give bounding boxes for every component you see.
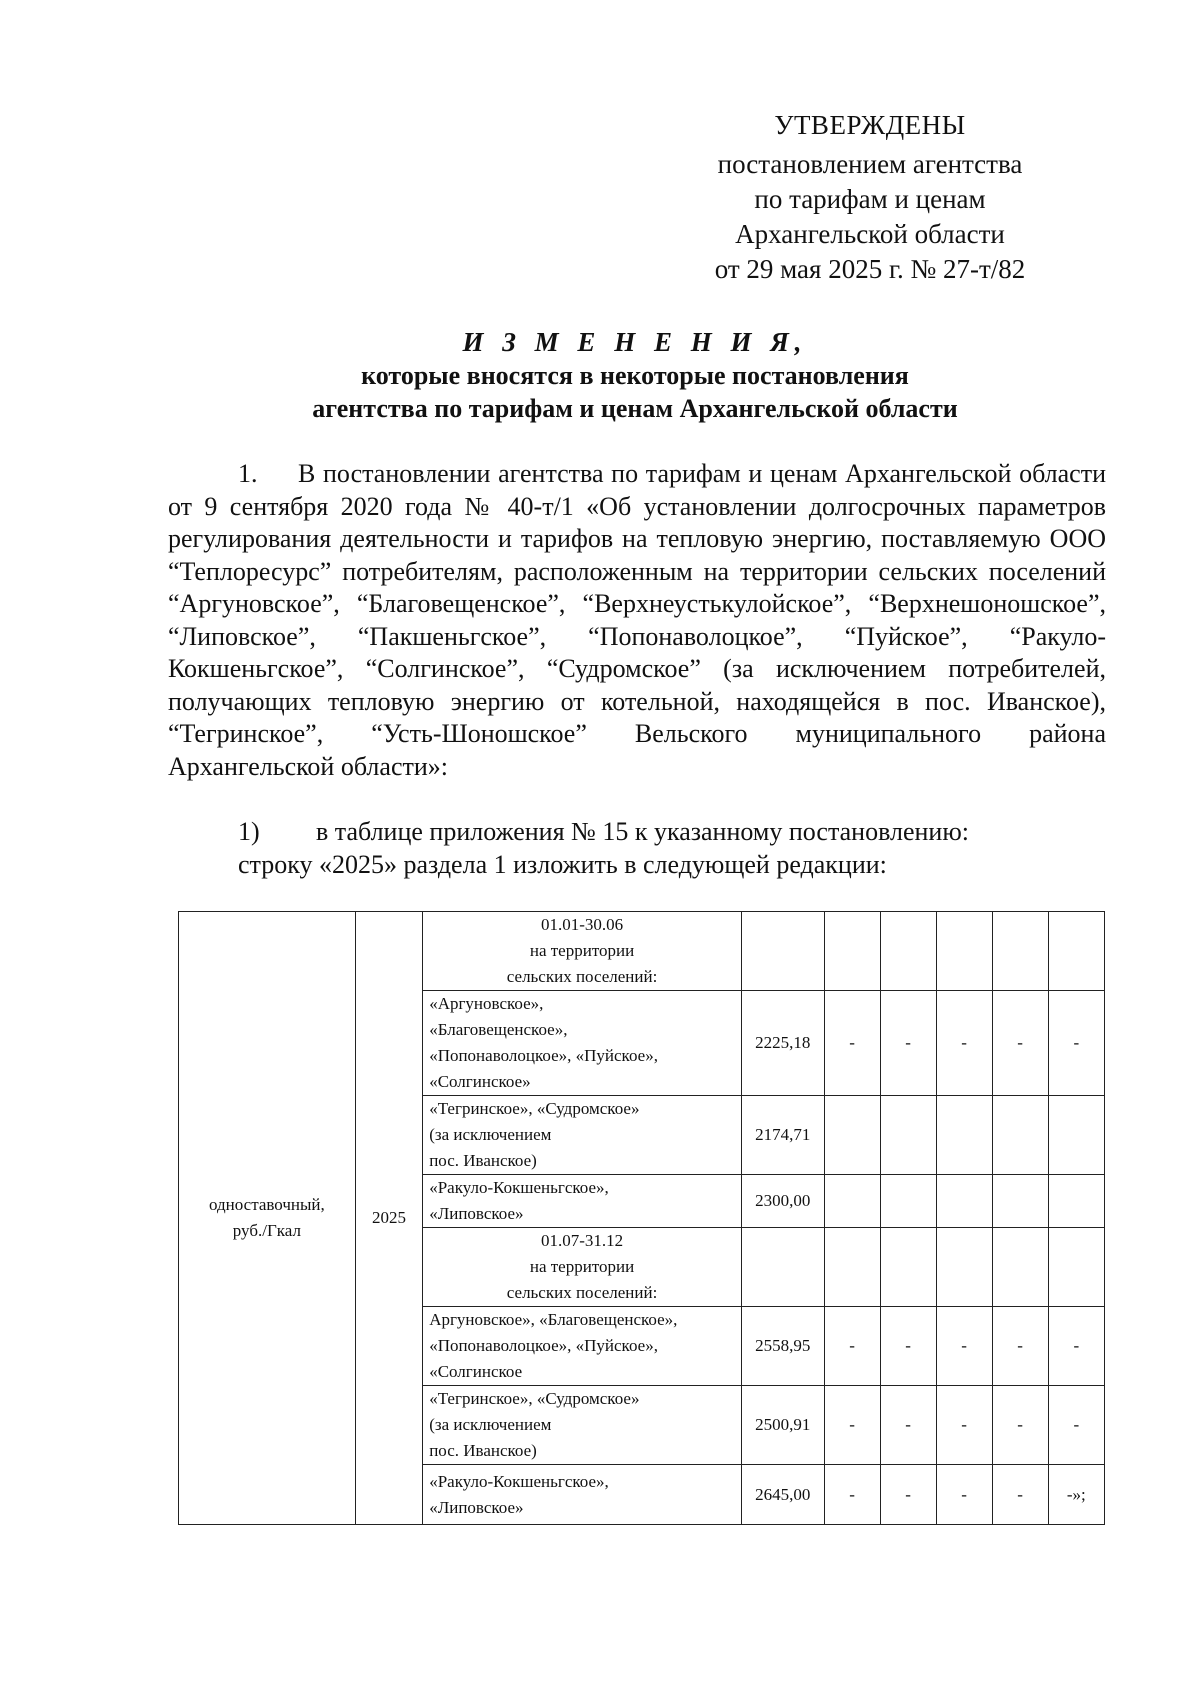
document-subtitle-line: агентства по тарифам и ценам Архангельской области <box>312 394 958 423</box>
table-row <box>179 912 1105 991</box>
empty-parameter-cell <box>824 1096 880 1175</box>
tariff-year-cell: 2025 <box>355 912 422 1525</box>
empty-parameter-cell <box>1048 1228 1104 1307</box>
settlement-cell: Аргуновское», «Благовещенское», «Попонаволоцкое», «Пуйское», «Солгинское <box>423 1307 742 1386</box>
tariff-table <box>178 911 1105 1525</box>
empty-parameter-cell: - <box>880 1386 936 1465</box>
item-line-2: строку «2025» раздела 1 изложить в следующей редакции: <box>238 850 887 879</box>
empty-parameter-cell <box>1048 1096 1104 1175</box>
empty-parameter-cell <box>992 1096 1048 1175</box>
tariff-value-cell: 2174,71 <box>741 1096 824 1175</box>
empty-parameter-cell <box>824 1228 880 1307</box>
tariff-value-cell: 2300,00 <box>741 1175 824 1228</box>
tariff-value-cell: 2500,91 <box>741 1386 824 1465</box>
empty-parameter-cell: - <box>824 1386 880 1465</box>
tariff-value-cell: 2225,18 <box>741 991 824 1096</box>
empty-parameter-cell: - <box>824 991 880 1096</box>
document-title: И З М Е Н Е Н И Я, <box>462 327 808 357</box>
empty-parameter-cell <box>1048 912 1104 991</box>
empty-parameter-cell <box>880 1096 936 1175</box>
tariff-value-cell: 2645,00 <box>741 1465 824 1525</box>
item-line-1: в таблице приложения № 15 к указанному постановлению: <box>316 817 969 846</box>
empty-parameter-cell: - <box>1048 991 1104 1096</box>
empty-parameter-cell: - <box>992 991 1048 1096</box>
tariff-value-cell <box>741 912 824 991</box>
empty-parameter-cell: - <box>992 1386 1048 1465</box>
settlement-cell: «Тегринское», «Судромское» (за исключением пос. Иванское) <box>423 1096 742 1175</box>
empty-parameter-cell <box>936 1175 992 1228</box>
empty-parameter-cell: - <box>880 1307 936 1386</box>
item-1 <box>238 815 1098 881</box>
period-header-cell: 01.07-31.12 на территории сельских поселений: <box>423 1228 742 1307</box>
tariff-type-cell: одноставочный, руб./Гкал <box>179 912 356 1525</box>
paragraph-1 <box>168 458 1106 783</box>
empty-parameter-cell: - <box>880 991 936 1096</box>
period-header-cell: 01.01-30.06 на территории сельских поселений: <box>423 912 742 991</box>
empty-parameter-cell <box>992 1175 1048 1228</box>
empty-parameter-cell <box>880 912 936 991</box>
paragraph-number: 1. <box>238 459 258 488</box>
approval-block <box>690 108 1050 287</box>
document-heading <box>200 326 1070 425</box>
empty-parameter-cell <box>992 1228 1048 1307</box>
tariff-value-cell <box>741 1228 824 1307</box>
empty-parameter-cell <box>1048 1175 1104 1228</box>
empty-parameter-cell <box>880 1175 936 1228</box>
approval-date-line: от 29 мая 2025 г. № 27-т/82 <box>714 254 1026 284</box>
empty-parameter-cell <box>936 1228 992 1307</box>
empty-parameter-cell <box>936 912 992 991</box>
approval-title: УТВЕРЖДЕНЫ <box>774 110 966 140</box>
settlement-cell: «Аргуновское», «Благовещенское», «Попонаволоцкое», «Пуйское», «Солгинское» <box>423 991 742 1096</box>
paragraph-text: В постановлении агентства по тарифам и ценам Архангельской области от 9 сентября 2020 года № 40-т/1 «Об установлении долгосрочных параметров регулирования деятельности и тарифов на тепловую энергию, поставляемую ООО “Теплоресурс” потребителям, расположенным на территории сельских поселений “Аргуновское”, “Благовещенское”, “Верхнеустькулойское”, “Верхнешоношское”, “Липовское”, “Пакшеньгское”, “Попонаволоцкое”, “Пуйское”, “Ракуло-Кокшеньгское”, “Солгинское”, “Судромское” (за исключением потребителей, получающих тепловую энергию от котельной, находящейся в пос. Иванское), “Тегринское”, “Усть-Шоношское” Вельского муниципального района Архангельской области»: <box>168 459 1106 781</box>
empty-parameter-cell: - <box>824 1307 880 1386</box>
empty-parameter-cell: - <box>1048 1386 1104 1465</box>
empty-parameter-cell: -»; <box>1048 1465 1104 1525</box>
empty-parameter-cell: - <box>936 1307 992 1386</box>
empty-parameter-cell <box>880 1228 936 1307</box>
item-number: 1) <box>238 817 260 846</box>
document-subtitle-line: которые вносятся в некоторые постановления <box>361 361 909 390</box>
empty-parameter-cell <box>824 912 880 991</box>
empty-parameter-cell: - <box>1048 1307 1104 1386</box>
empty-parameter-cell: - <box>880 1465 936 1525</box>
empty-parameter-cell: - <box>824 1465 880 1525</box>
settlement-cell: «Тегринское», «Судромское» (за исключением пос. Иванское) <box>423 1386 742 1465</box>
settlement-cell: «Ракуло-Кокшеньгское», «Липовское» <box>423 1175 742 1228</box>
empty-parameter-cell: - <box>936 1386 992 1465</box>
approval-line: Архангельской области <box>735 219 1005 249</box>
approval-line: постановлением агентства <box>717 149 1023 179</box>
settlement-cell: «Ракуло-Кокшеньгское», «Липовское» <box>423 1465 742 1525</box>
approval-line: по тарифам и ценам <box>754 184 986 214</box>
empty-parameter-cell <box>992 912 1048 991</box>
empty-parameter-cell: - <box>936 1465 992 1525</box>
empty-parameter-cell <box>936 1096 992 1175</box>
empty-parameter-cell: - <box>992 1307 1048 1386</box>
empty-parameter-cell: - <box>992 1465 1048 1525</box>
empty-parameter-cell <box>824 1175 880 1228</box>
empty-parameter-cell: - <box>936 991 992 1096</box>
tariff-value-cell: 2558,95 <box>741 1307 824 1386</box>
